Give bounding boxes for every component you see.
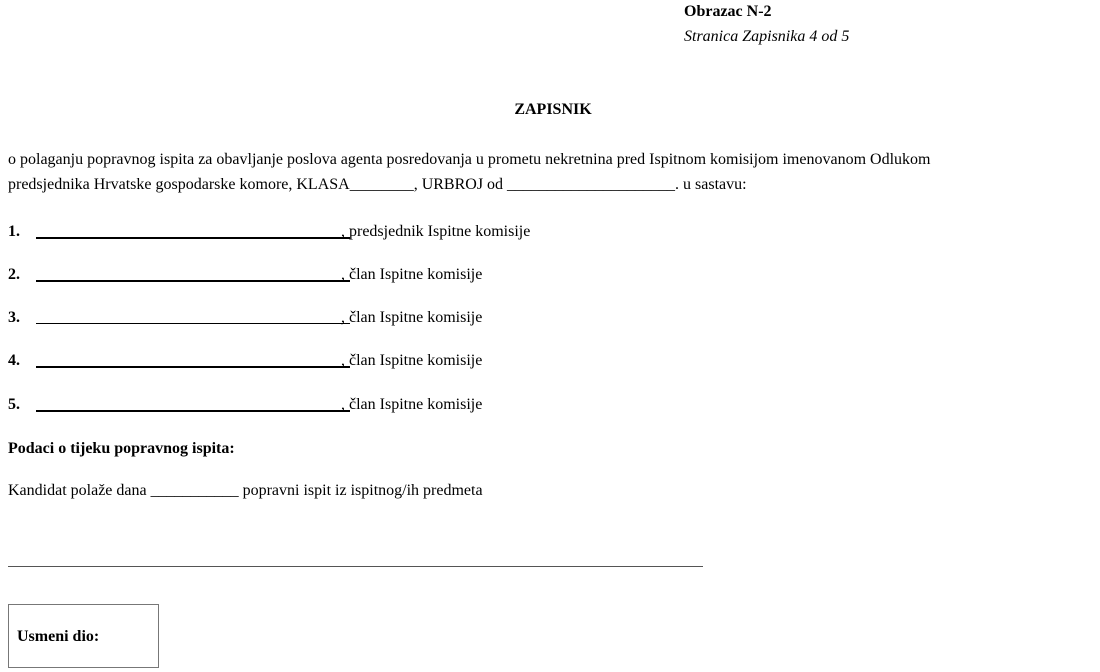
- member-row: [0, 265, 700, 285]
- member-row: [0, 351, 700, 371]
- member-role: , član Ispitne komisije: [341, 396, 483, 413]
- member-number: 2.: [8, 266, 20, 283]
- member-number: 5.: [8, 396, 20, 413]
- member-row: [0, 222, 700, 242]
- section-heading: Podaci o tijeku popravnog ispita:: [8, 440, 235, 457]
- member-row: [0, 308, 700, 328]
- member-role: , predsjednik Ispitne komisije: [341, 223, 531, 240]
- intro-line-2: predsjednika Hrvatske gospodarske komore, KLASA________, URBROJ od _____________________. u sastavu:: [8, 176, 747, 193]
- member-name-blank[interactable]: [36, 351, 350, 374]
- member-name-blank[interactable]: [36, 395, 350, 418]
- member-name-blank[interactable]: [36, 265, 350, 288]
- oral-part-box: [8, 604, 159, 668]
- member-name-blank[interactable]: [36, 222, 350, 245]
- member-name-blank[interactable]: [36, 308, 350, 330]
- member-number: 4.: [8, 352, 20, 369]
- member-role: , član Ispitne komisije: [341, 266, 483, 283]
- member-number: 1.: [8, 223, 20, 240]
- member-role: , član Ispitne komisije: [341, 309, 483, 326]
- form-code: Obrazac N-2: [684, 3, 772, 20]
- subjects-blank-line[interactable]: [8, 566, 703, 567]
- page-info: Stranica Zapisnika 4 od 5: [684, 28, 850, 45]
- member-number: 3.: [8, 309, 20, 326]
- member-role: , član Ispitne komisije: [341, 352, 483, 369]
- document-title: ZAPISNIK: [514, 101, 592, 118]
- intro-line-1: o polaganju popravnog ispita za obavljanje poslova agenta posredovanja u prometu nekretnina pred Ispitnom komisijom imenovanom Odlukom: [8, 151, 931, 168]
- oral-part-label: Usmeni dio:: [17, 628, 100, 645]
- member-row: [0, 395, 700, 415]
- candidate-line: Kandidat polaže dana ___________ popravni ispit iz ispitnog/ih predmeta: [8, 482, 483, 499]
